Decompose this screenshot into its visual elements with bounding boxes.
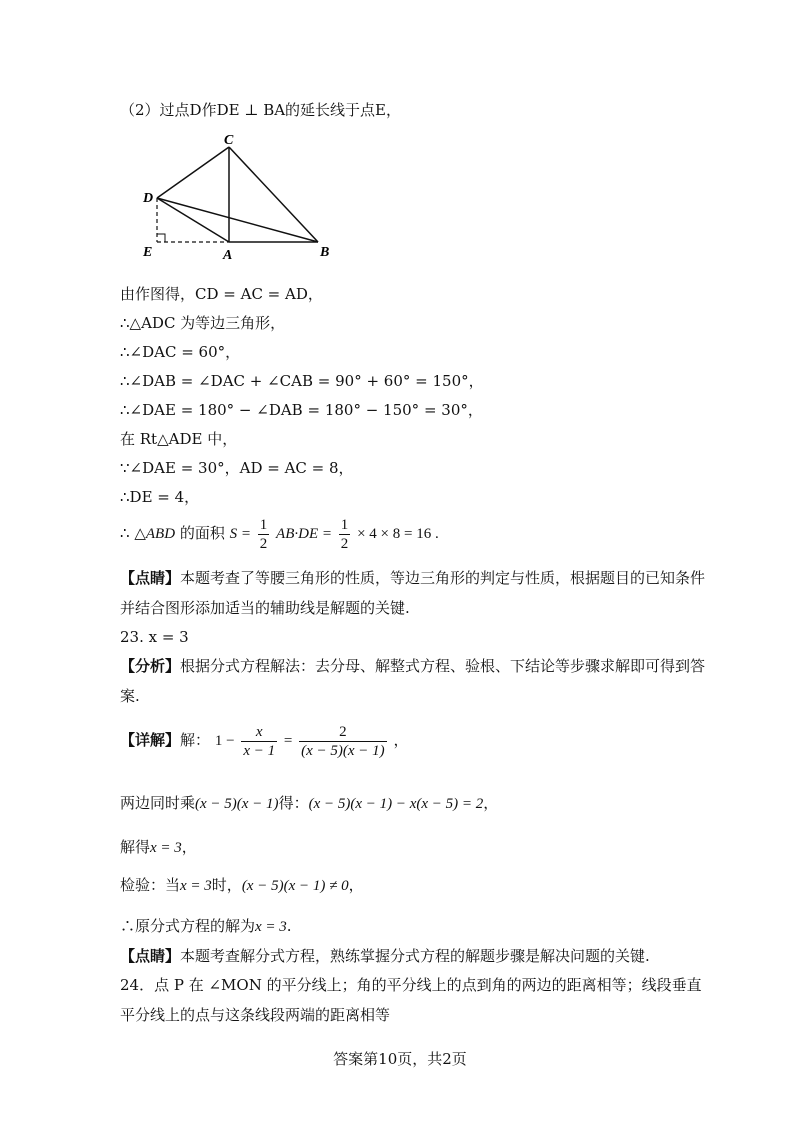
conclusion-text: ∴原分式方程的解为 — [120, 917, 256, 935]
segment-cd — [157, 147, 229, 198]
segment-db — [157, 198, 318, 242]
comma: ， — [393, 731, 409, 749]
q23-answer: 23. x = 3 — [120, 628, 189, 646]
analysis-line-a — [120, 656, 705, 676]
solution-value: x = 3 — [150, 840, 182, 856]
check-line — [120, 875, 364, 896]
geometry-figure — [135, 132, 355, 262]
check-value: x = 3 — [180, 878, 212, 894]
area-formula-line — [120, 513, 439, 554]
solution-line-1: 由作图得，CD = AC = AD， — [120, 285, 323, 303]
solution-line-5: ∴∠DAE = 180° − ∠DAB = 180° − 150° = 30°， — [120, 401, 483, 419]
area-result: × 4 × 8 = 16 . — [357, 526, 439, 542]
fraction-x-over-x-1: $\frac{x}{x - 1}$ — [243, 723, 276, 759]
page-footer: 答案第10页，共2页 — [333, 1050, 467, 1068]
get-text: 得： — [278, 794, 309, 812]
note1-line-b: 并结合图形添加适当的辅助线是解题的关键. — [120, 599, 410, 617]
detail-tag: 【详解】 — [120, 731, 181, 749]
solution-line-4: ∴∠DAB = ∠DAC + ∠CAB = 90° + 60° = 150°， — [120, 372, 484, 390]
label-b: B — [320, 245, 330, 260]
note2-line — [120, 946, 650, 966]
note1-line-a — [120, 568, 705, 588]
label-a: A — [223, 248, 233, 262]
fraction-rhs: $\frac{2}{(x - 5)(x - 1)}$ — [301, 723, 385, 759]
fraction-half-2: $\frac{1}{2}$ — [340, 516, 349, 552]
segment-cb — [229, 147, 318, 242]
equals-sign: = — [283, 733, 293, 749]
analysis-tag: 【分析】 — [120, 657, 181, 675]
lhs-one: 1 − — [214, 733, 235, 749]
area-text: 的面积 — [179, 524, 225, 542]
solution-line-6: 在 Rt△ADE 中， — [120, 430, 238, 448]
note2-tag: 【点睛】 — [120, 947, 181, 965]
right-angle-mark — [157, 234, 165, 242]
comma: ， — [348, 876, 364, 894]
s-equals: S = — [229, 526, 251, 542]
check-expression: (x − 5)(x − 1) ≠ 0 — [241, 878, 349, 894]
detail-solve: 解： — [180, 731, 211, 749]
conclusion-line — [120, 916, 292, 937]
period: . — [286, 917, 292, 935]
ab-de-product: AB·DE = — [276, 526, 332, 542]
analysis-text-a: 根据分式方程解法：去分母、解整式方程、验根、下结论等步骤求解即可得到答 — [180, 657, 706, 675]
q24-line-b: 平分线上的点与这条线段两端的距离相等 — [120, 1006, 391, 1024]
solution-line-3: ∴∠DAC = 60°， — [120, 343, 241, 361]
multiplier-expr: (x − 5)(x − 1) — [195, 796, 279, 812]
solution-line-8: ∴DE = 4， — [120, 488, 200, 506]
label-d: D — [143, 191, 154, 206]
conclusion-value: x = 3 — [255, 919, 287, 935]
analysis-line-b: 案. — [120, 687, 140, 705]
triangle-abd: △ABD — [134, 526, 176, 542]
check-text: 检验：当 — [120, 876, 181, 894]
expanded-equation: (x − 5)(x − 1) − x(x − 5) = 2 — [308, 796, 484, 812]
multiply-line — [120, 793, 498, 814]
label-c: C — [224, 133, 234, 148]
segment-da — [157, 198, 229, 242]
comma: ， — [181, 838, 197, 856]
therefore-symbol: ∴ — [120, 524, 130, 542]
note1-text-a: 本题考查了等腰三角形的性质，等边三角形的判定与性质，根据题目的已知条件 — [180, 569, 706, 587]
note1-tag: 【点睛】 — [120, 569, 181, 587]
solve-text: 解得 — [120, 838, 151, 856]
solution-line-2: ∴△ADC 为等边三角形， — [120, 314, 286, 332]
label-e: E — [143, 245, 153, 260]
q24-line-a: 24．点 P 在 ∠MON 的平分线上；角的平分线上的点到角的两边的距离相等；线段垂直 — [120, 976, 702, 994]
fraction-half-1: $\frac{1}{2}$ — [259, 516, 268, 552]
note2-text: 本题考查解分式方程，熟练掌握分式方程的解题步骤是解决问题的关键. — [180, 947, 650, 965]
part2-intro: （2）过点D作DE ⊥ BA的延长线于点E， — [120, 101, 401, 119]
solution-line-7: ∵∠DAE = 30°，AD = AC = 8， — [120, 459, 354, 477]
multiply-text: 两边同时乘 — [120, 794, 196, 812]
when-text: 时， — [211, 876, 242, 894]
detail-equation-line — [120, 720, 408, 761]
solve-line — [120, 837, 197, 858]
comma: ， — [483, 794, 499, 812]
